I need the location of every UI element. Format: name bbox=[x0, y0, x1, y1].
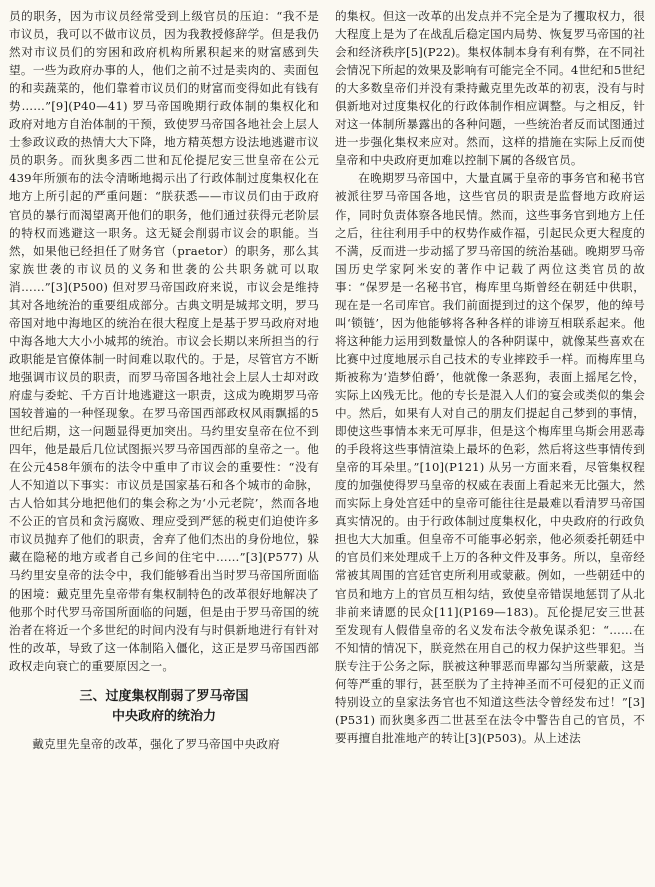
left-column bbox=[9, 7, 319, 753]
right-column bbox=[335, 7, 645, 753]
left-paragraph-2: 戴克里先皇帝的改革，强化了罗马帝国中央政府 bbox=[32, 736, 280, 751]
two-column-body bbox=[9, 7, 646, 753]
right-paragraph-1: 的集权。但这一改革的出发点并不完全是为了攫取权力，很大程度上是为了在战乱后稳定国内局势、恢复罗马帝国的社会和经济秩序[5](P22)。集权体制本身有利有弊，在不同社会情况下所起的效果及影响有可能完全不同。4世纪和5世纪的大多数皇帝们并没有秉持戴克里先改革的初衷，没有与时俱新地对过度集权化的行政体制作相应调整。与之相反，针对这一体制所暴露出的各种问题，一些统治者反而试图通过进一步强化集权来应对。然而，这样的措施在实际上反而使皇帝和中央政府更加难以控制下属的各级官员。 bbox=[335, 9, 645, 168]
section-heading-line-1: 三、过度集权削弱了罗马帝国 bbox=[79, 688, 249, 704]
section-heading bbox=[9, 687, 319, 727]
right-paragraph-2: 在晚期罗马帝国中，大量直属于皇帝的事务官和秘书官被派往罗马帝国各地，这些官员的职责是监督地方政府运作，同时负责体察各地民情。然而，这些事务官到地方上任之后，往往利用手中的权势作威作福，引起民众更大程度的不满，反而进一步动摇了罗马帝国的统治基础。晚期罗马帝国历史学家阿米安的著作中记载了两位这类官员的故事：“保罗是一名秘书官，梅库里乌斯曾经在朝廷中供职，现在是一名司库官。我们前面提到过的这个保罗，他的绰号叫‘锁链’，因为他能够将各种各样的诽谤互相联系起来。他将这种能力运用到数量惊人的各种阴谋中，就像某些喜欢在比赛中过度地展示自己技术的专业摔跤手一样。而梅库里乌斯被称为‘造梦伯爵’，他就像一条恶狗，表面上摇尾乞怜，实际上凶残无比。他的专长是混入人们的宴会或类似的集会中。然后，如果有人对自己的朋友们提起自己梦到的事情，即使这些事情本来无可厚非，但是这个梅库里乌斯会用恶毒的手段将这些事情渲染上最坏的色彩，然后将这些事情传到皇帝的耳朵里。”[10](P121) 从另一方面来看，尽管集权程度的加强使得罗马皇帝的权威在表面上看起来无比强大，然而实际上身处宫廷中的皇帝可能往往是最难以看清罗马帝国真实情况的。由于行政体制过度集权化，中央政府的行政负担也大大加重。但皇帝不可能事必躬亲，他必须委托朝廷中的官员们来处理成千上万的各种文件及事务。所以，皇帝经常被其周围的宫廷官吏所利用或蒙蔽。例如，一些朝廷中的官员和地方上的官员互相勾结，致使皇帝错误地惩罚了从北非前来请愿的民众[11](P169—183)。瓦伦提尼安三世甚至发现有人假借皇帝的名义发布法令赦免谋杀犯：“……在不知情的情况下，朕竞然在用自己的权力保护这些罪犯。当朕专注于公务之际，朕被这种罪恶而卑鄙勾当所蒙蔽，这是何等严重的罪行，甚至朕为了主持神圣而不可侵犯的正义而特别设立的皇家法务官也不知道这些法令曾经发布过！”[3](P531) 而狄奥多西二世甚至在法令中警告自己的官员，不要再擅自批准地产的转让[3](P503)。从上述法 bbox=[335, 171, 645, 745]
left-paragraph-1: 员的职务，因为市议员经常受到上级官员的压迫：“我不是市议员，我可以不做市议员，因为我教授修辞学。但是我仍然对市议员们的穷困和政府机构所累积起来的财富感到失望。一些为政府办事的人，他们之前不过是卖肉的、卖面包的和卖蔬菜的，他们靠着市议员们的财富而变得如此有钱有势……”[9](P40—41) 罗马帝国晚期行政体制的集权化和政府对地方自治体制的干预，致使罗马帝国各地社会上层人士参政议政的热情大大下降，地方精英想方设法地逃避市议员的职务。而狄奥多西二世和瓦伦提尼安三世皇帝在公元439年所颁布的法令清晰地揭示出了行政体制过度集权化在地方上所引起的严重问题：“朕获悉——市议员们由于政府官员的暴行而渴望离开他们的职务，他们通过获得元老阶层的特权而逃避这一职务。这无疑会削弱市议会的职能。当然，如果他已经担任了财务官（praetor）的职务，那么其家族世袭的市议员的义务和世袭的公共职务就可以取消……”[3](P500) 但对罗马帝国政府来说，市议会是维持其对各地统治的重要组成部分。古典文明是城邦文明，罗马帝国对地中海地区的统治在很大程度上是基于罗马政府对地中海各地大大小小城邦的统治。市议会长期以来所担当的行政职能是官僚体制一时间难以取代的。于是，尽管官方不断地强调市议员的职责，而罗马帝国各地社会上层人士却对政府虚与委蛇、千方百计地逃避这一职责，这成为晚期罗马帝国较普遍的一种怪现象。在罗马帝国西部政权风雨飘摇的5世纪后期，这一问题显得更加突出。马约里安皇帝在位不到四年，他是最后几位试图振兴罗马帝国西部的皇帝之一。他在公元458年颁布的法令中重申了市议会的重要性：“没有人不知道以下事实：市议员是国家基石和各个城市的命脉，古人恰如其分地把他们的集会称之为‘小元老院’，然而各地不公正的官员和贪污腐败、理应受到严惩的税吏们迫使许多市议员抛弃了他们的职责，舍弃了他们杰出的身份地位，躲藏在隐秘的地方或者自己乡间的住宅中……”[3](P577) 从马约里安皇帝的法令中，我们能够看出当时罗马帝国所面临的困境：戴克里先皇帝带有集权制特色的改革很好地解决了他那个时代罗马帝国所面临的问题，但是由于罗马帝国的统治者在将近一个多世纪的时间内没有与时俱新地进行有针对性的改革，导致了这一体制陷入僵化，这正是罗马帝国西部政权走向衰亡的重要原因之一。 bbox=[9, 9, 319, 673]
section-heading-line-2: 中央政府的统治力 bbox=[111, 708, 216, 724]
